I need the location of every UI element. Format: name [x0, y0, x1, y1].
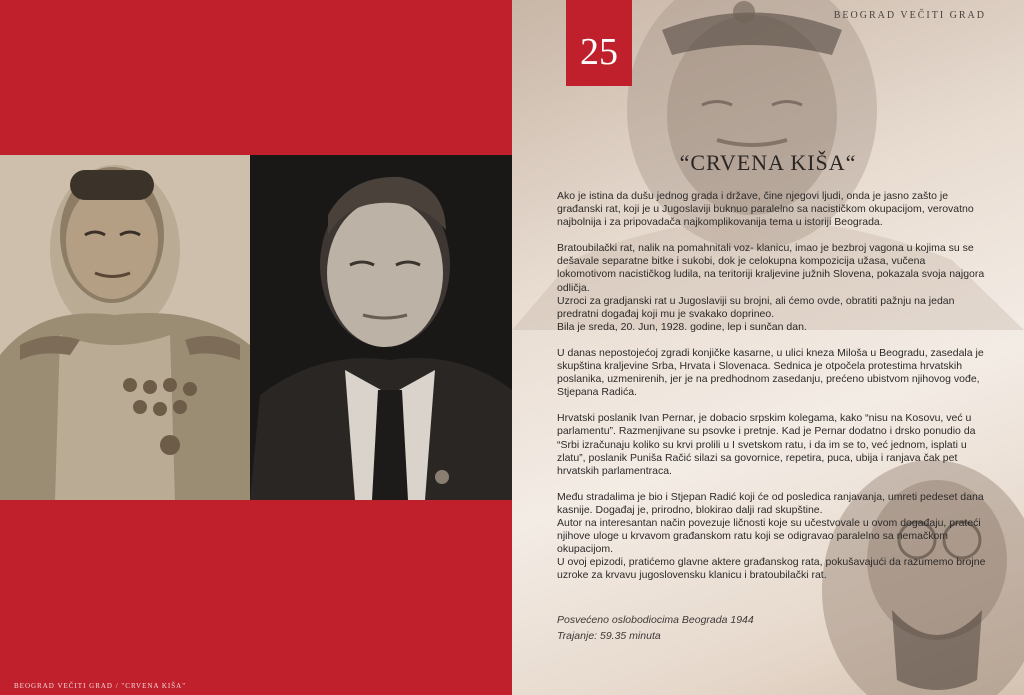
paragraph: Ako je istina da dušu jednog grada i države, čine njegovi ljudi, onda je jasno zašto je građanski rat, koji je u Jugoslaviji buknuo paralelno sa nacističkom okupacijom, verovatno najbolnija i za pripovadača najkomplikovanija tema u istoriji Beograda. [557, 190, 974, 229]
article-title: “CRVENA KIŠA“ [679, 150, 857, 175]
paragraph: U danas nepostojećoj zgradi konjičke kasarne, u ulici kneza Miloša u Beogradu, zasedala je skupština kraljevine Srba, Hrvata i Slovenaca. Sednica je otpočela protestima hrvatskih poslanika, uzmenirenih, jer je na predhodnom zasedanju, prećeno ubistvom njihovog vođe, Stjepana Radića. [557, 346, 984, 399]
officer-portrait-photo [0, 155, 250, 500]
paragraph: Među stradalima je bio i Stjepan Radić koji će od posledica ranjavanja, umreti pedeset dana kasnije. Događaj je, prirodno, blokirao dalji rad skupštine. [557, 490, 984, 516]
paragraph: Uzroci za gradjanski rat u Jugoslaviji su brojni, ali ćemo ovde, obratiti pažnju na jedan predratni događaj koji mu je svakako doprineo. [557, 294, 955, 320]
paragraph: U ovoj epizodi, pratićemo glavne aktere građanskog rata, pokušavajući da razumemo brojne uzroke za krvavu jugoslovensku klanicu i bratoubilački rat. [557, 556, 986, 582]
photo-strip [0, 155, 512, 500]
paragraph: Hrvatski poslanik Ivan Pernar, je dobacio srpskim kolegama, kako “nisu na Kosovu, već u parlamentu”. Razmenjivane su psovke i pretnje. Kad je Pernar dodatno i drsko ponudio da “Srbi izračunaju koliko su krvi prolili u I svetskom ratu, i da im se to, već jednom, isplati u zlatu”, poslanik Puniša Račić silazi sa govornice, repetira, puca, ubija i ranjava čak pet hrvatskih parlamentraca. [557, 412, 976, 477]
running-header: BEOGRAD VEČITI GRAD [833, 10, 986, 21]
page-number: 25 [580, 31, 618, 73]
left-page-footer: BEOGRAD VEČITI GRAD / "CRVENA KIŠA" [14, 682, 187, 690]
duration-text: Trajanje: 59.35 minuta [557, 630, 661, 642]
paragraph: Autor na interesantan način povezuje ličnosti koje su učestvovale u ovom događaju, prateći njihove uloge u krvavom građanskom ratu koji se odigravao paralelno sa nemačkom okupacijom. [557, 516, 981, 556]
right-page [512, 0, 1024, 695]
article-body [557, 190, 987, 582]
politician-portrait-photo [250, 155, 512, 500]
paragraph: Bila je sreda, 20. Jun, 1928. godine, lep i sunčan dan. [557, 320, 807, 333]
page-number-box [566, 0, 632, 86]
dedication-text: Posvećeno oslobodiocima Beograda 1944 [557, 614, 754, 626]
paragraph: Bratoubilački rat, nalik na pomahnitali voz- klanicu, imao je bezbroj vagona u kojima su se dešavale separatne bitke i sukobi, dok je celokupna kompozicija užasa, vučena lokomotivom nacističkog ludila, na teritoriji kraljevine južnih Slovena, pokazala svoja najgora odličja. [557, 242, 985, 294]
dedication-block [557, 612, 754, 644]
